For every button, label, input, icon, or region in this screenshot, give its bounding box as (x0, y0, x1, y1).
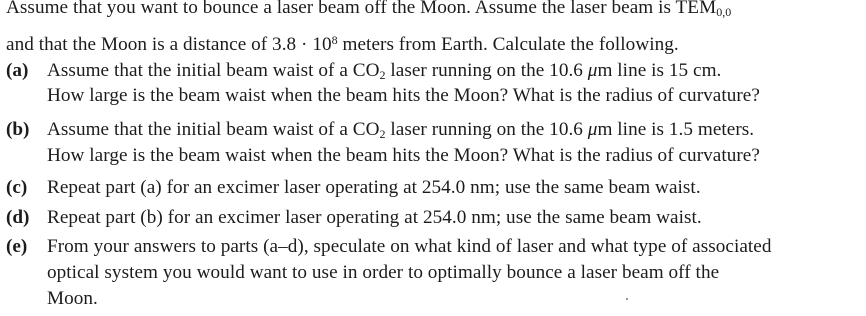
part-b-line-1-pre: Assume that the initial beam waist of a CO (47, 119, 380, 140)
part-e-label: (e) (6, 236, 28, 257)
distance-exponent: 8 (331, 33, 338, 47)
part-b-line-1-post: m line is 1.5 meters. (597, 119, 755, 140)
part-a-line-1-post: m line is 15 cm. (597, 60, 722, 81)
co2-subscript: 2 (379, 127, 386, 141)
part-a-line-1-pre: Assume that the initial beam waist of a CO (47, 60, 380, 81)
part-a-label: (a) (6, 60, 29, 81)
part-b-label: (b) (6, 119, 30, 140)
part-c-line-1: Repeat part (a) for an excimer laser operating at 254.0 nm; use the same beam waist. (47, 177, 701, 198)
tem-mode-subscript: 0,0 (716, 5, 732, 19)
part-a-line-2: How large is the beam waist when the beam hits the Moon? What is the radius of curvature? (47, 85, 760, 106)
intro-line-1 (6, 0, 731, 19)
part-e-line-1: From your answers to parts (a–d), speculate on what kind of laser and what type of associated (47, 236, 772, 257)
part-b-line-2: How large is the beam waist when the beam hits the Moon? What is the radius of curvature? (47, 145, 760, 166)
micro-symbol: μ (587, 60, 598, 81)
co2-subscript: 2 (379, 68, 386, 82)
part-a-line-1-mid: laser running on the 10.6 (385, 60, 588, 81)
part-a-line-1 (47, 60, 721, 82)
part-e-line-2: optical system you would want to use in order to optimally bounce a laser beam off the (47, 262, 720, 283)
micro-symbol: μ (587, 119, 598, 140)
intro-line-2 (6, 34, 679, 56)
part-b-line-1-mid: laser running on the 10.6 (385, 119, 588, 140)
intro-line-1-text: Assume that you want to bounce a laser beam off the Moon. Assume the laser beam is TEM (6, 0, 717, 18)
part-c-label: (c) (6, 177, 28, 198)
part-d-line-1: Repeat part (b) for an excimer laser operating at 254.0 nm; use the same beam waist. (47, 207, 702, 228)
part-d-label: (d) (6, 207, 30, 228)
scan-speck (626, 298, 628, 300)
intro-line-2-post: meters from Earth. Calculate the following. (337, 34, 679, 55)
part-b-line-1 (47, 119, 754, 141)
intro-line-2-pre: and that the Moon is a distance of 3.8 · 10 (6, 34, 332, 55)
part-e-line-3: Moon. (47, 288, 98, 309)
